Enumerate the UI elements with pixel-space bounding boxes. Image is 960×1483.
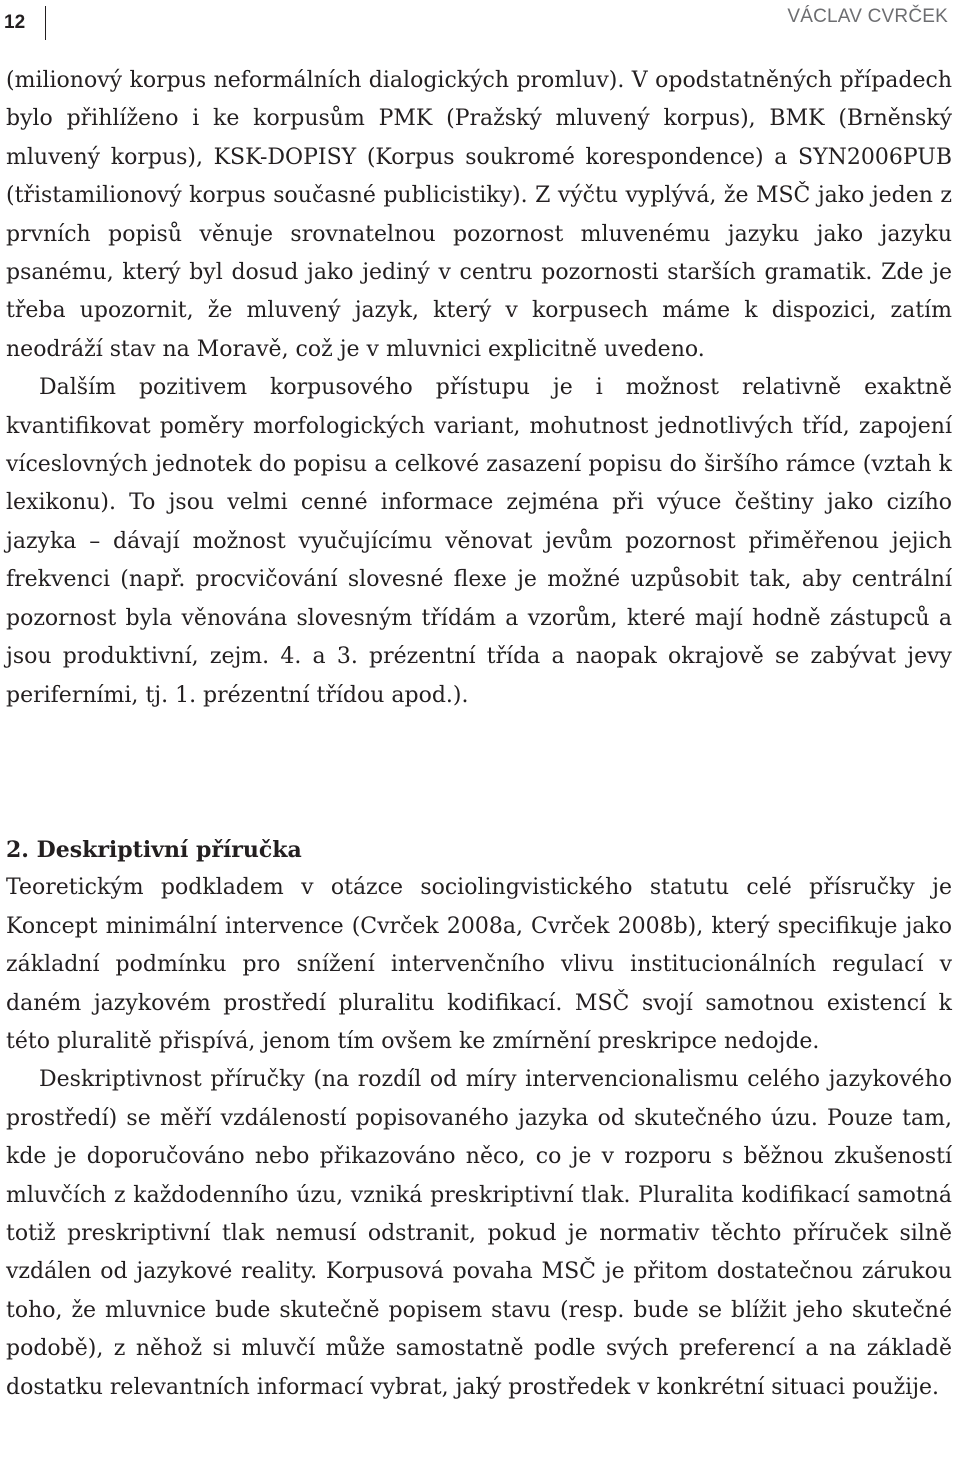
paragraph: (milionový korpus neformálních dialogických promluv). V opodstatněných případech bylo přihlíženo i ke korpusům PMK (Pražský mluvený korpus), BMK (Brněnský mluvený korpus), KSK-DOPISY (Korpus soukromé korespondence) a SYN2006PUB (třistamilionový korpus současné publicistiky). Z výčtu vyplývá, že MSČ jako jeden z prvních popisů věnuje srovnatelnou pozornost mluvenému jazyku jako jazyku psanému, který byl dosud jako jediný v centru pozornosti starších gramatik. Zde je třeba upozornit, že mluvený jazyk, který v korpusech máme k dispozici, zatím neodráží stav na Moravě, což je v mluvnici explicitně uvedeno. — [6, 68, 952, 362]
header-divider — [45, 6, 46, 40]
page-number: 12 — [4, 12, 26, 33]
running-head — [0, 0, 960, 52]
section-heading: 2. Deskriptivní příručka — [6, 837, 302, 863]
paragraph: Teoretickým podkladem v otázce sociolingvistického statutu celé přísručky je Koncept minimální intervence (Cvrček 2008a, Cvrček 2008b), který specifikuje jako základní podmínku pro snížení intervenčního vlivu institucionálních regulací v daném jazykovém prostředí pluralitu kodifikací. MSČ svojí samotnou existencí k této pluralitě přispívá, jenom tím ovšem ke zmírnění preskripce nedojde. — [6, 875, 952, 1055]
paragraph: Deskriptivnost příručky (na rozdíl od míry intervencionalismu celého jazykového prostředí) se měří vzdáleností popisovaného jazyka od skutečného úzu. Pouze tam, kde je doporučováno nebo přikazováno něco, co je v rozporu s běžnou zkušeností mluvčích z každodenního úzu, vzniká preskriptivní tlak. Pluralita kodifikací samotná totiž preskriptivní tlak nemusí odstranit, pokud je normativ těchto příruček silně vzdálen od jazykové reality. Korpusová povaha MSČ je přitom dostatečnou zárukou toho, že mluvnice bude skutečně popisem stavu (resp. bude se blížit jeho skutečné podobě), z něhož si mluvčí může samostatně podle svých preferencí a na základě dostatku relevantních informací vybrat, jaký prostředek v konkrétní situaci použije. — [6, 1067, 952, 1400]
running-head-author: VÁCLAV CVRČEK — [787, 6, 948, 27]
section-1-body — [6, 62, 952, 715]
section-2 — [6, 831, 952, 1407]
paragraph: Dalším pozitivem korpusového přístupu je i možnost relativně exaktně kvantifikovat poměry morfologických variant, mohutnost jednotlivých tříd, zapojení víceslovných jednotek do popisu a celkové zasazení popisu do širšího rámce (vztah k lexikonu). To jsou velmi cenné informace zejména při výuce češtiny jako cizího jazyka – dávají možnost vyučujícímu věnovat jevům pozornost přiměřenou jejich frekvenci (např. procvičování slovesné flexe je možné uzpůsobit tak, aby centrální pozornost byla věnována slovesným třídám a vzorům, které mají hodně zástupců a jsou produktivní, zejm. 4. a 3. prézentní třída a naopak okrajově se zabývat jevy periferními, tj. 1. prézentní třídou apod.). — [6, 375, 952, 708]
